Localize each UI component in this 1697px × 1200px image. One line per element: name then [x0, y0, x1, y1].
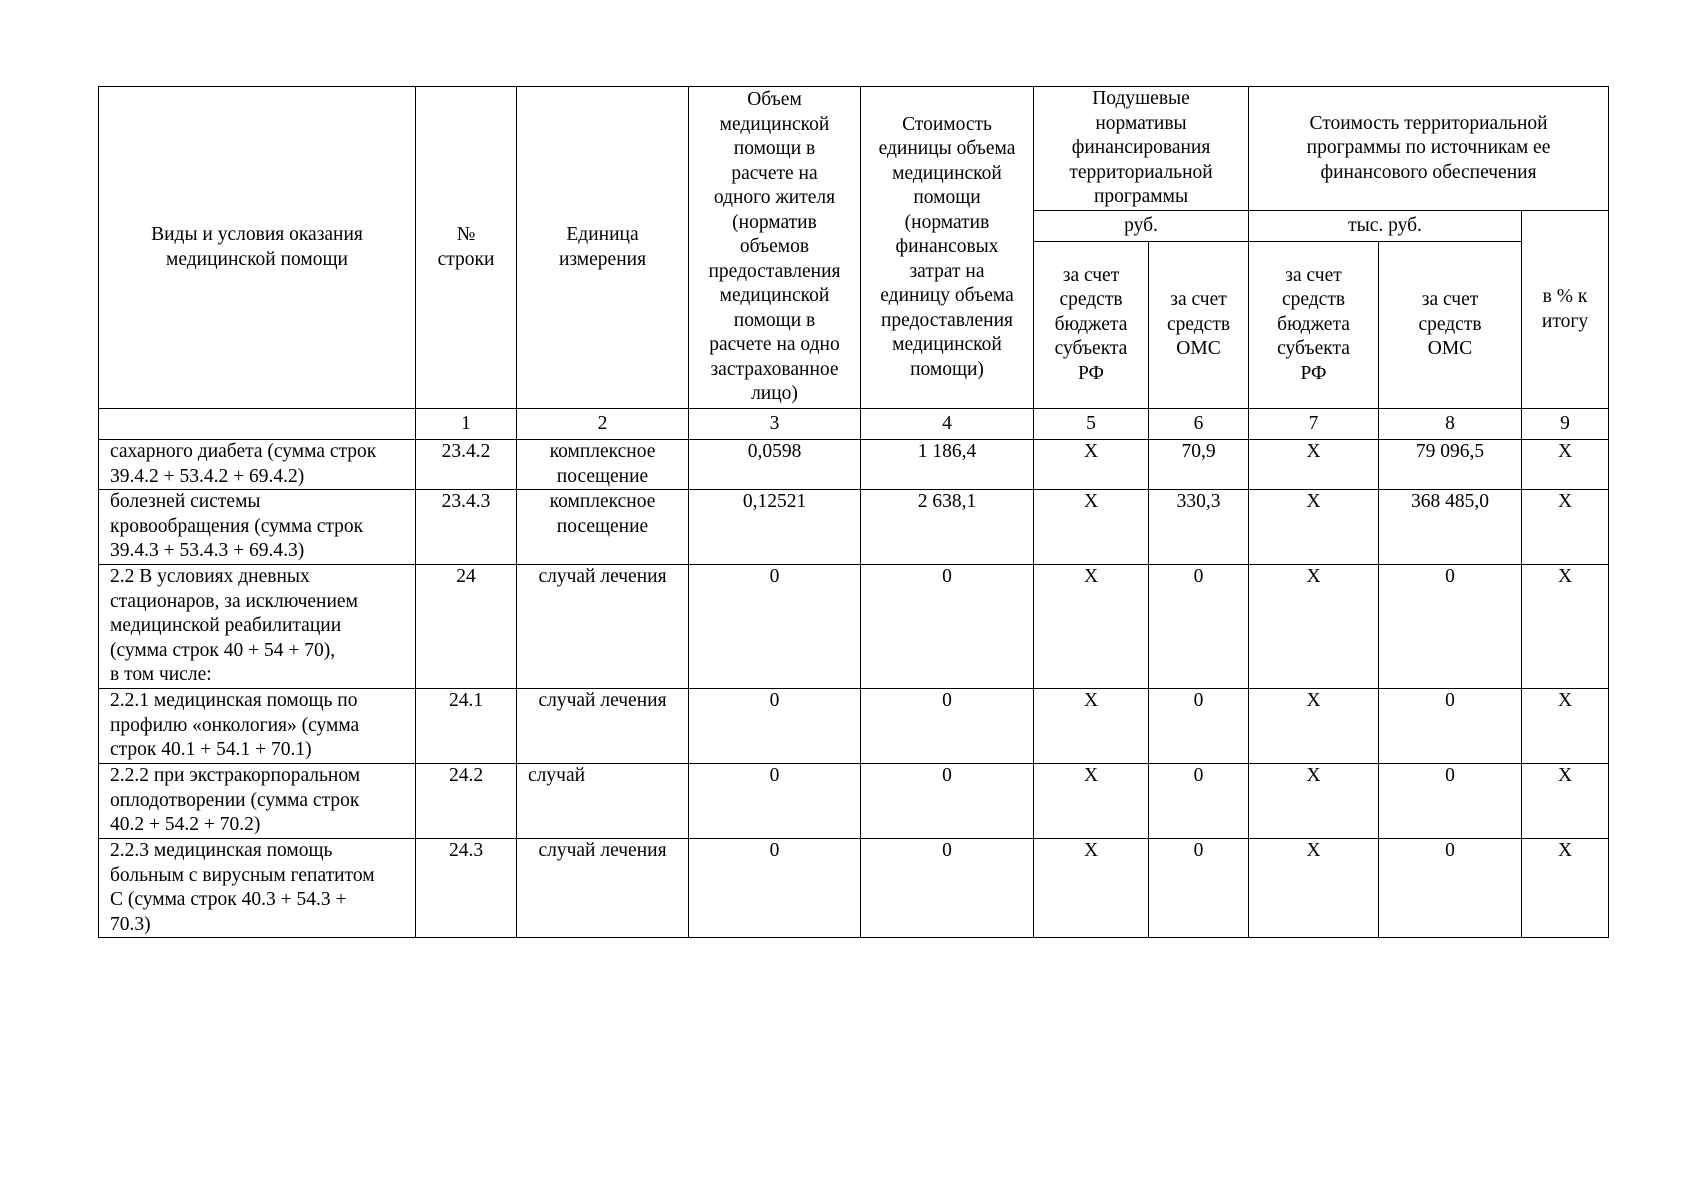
cell-oms-1: 0 — [1149, 764, 1249, 839]
cell-kind: 2.2.2 при экстракорпоральном оплодотворении (сумма строк 40.2 + 54.2 + 70.2) — [99, 764, 416, 839]
column-number: 7 — [1249, 409, 1379, 440]
cell-unit: случай лечения — [517, 565, 689, 689]
cell-budget-rf-1: Х — [1034, 689, 1149, 764]
cell-cost: 0 — [861, 839, 1034, 938]
cell-oms-1: 0 — [1149, 565, 1249, 689]
header-volume: Объем медицинской помощи в расчете на одного жителя (норматив объемов предоставления медицинской помощи в расчете на одно застрахованное лицо) — [689, 87, 861, 409]
cell-cost: 0 — [861, 689, 1034, 764]
cell-oms-2: 0 — [1379, 839, 1522, 938]
cell-unit: случай лечения — [517, 839, 689, 938]
cell-row-number: 24.2 — [416, 764, 517, 839]
cell-kind: 2.2.3 медицинская помощь больным с вирусным гепатитом С (сумма строк 40.3 + 54.3 + 70.3) — [99, 839, 416, 938]
column-number-blank — [99, 409, 416, 440]
column-number: 8 — [1379, 409, 1522, 440]
header-group-percapita: Подушевые нормативы финансирования территориальной программы — [1034, 87, 1249, 211]
cell-percent: Х — [1522, 689, 1609, 764]
cell-oms-1: 70,9 — [1149, 440, 1249, 490]
cell-row-number: 24 — [416, 565, 517, 689]
cell-row-number: 24.1 — [416, 689, 517, 764]
cell-budget-rf-1: Х — [1034, 565, 1149, 689]
header-group-program: Стоимость территориальной программы по источникам ее финансового обеспечения — [1249, 87, 1609, 211]
cell-unit: комплексное посещение — [517, 440, 689, 490]
cell-cost: 2 638,1 — [861, 490, 1034, 565]
cell-volume: 0,0598 — [689, 440, 861, 490]
cell-percent: Х — [1522, 565, 1609, 689]
cell-row-number: 23.4.3 — [416, 490, 517, 565]
cell-oms-2: 0 — [1379, 764, 1522, 839]
cell-cost: 0 — [861, 565, 1034, 689]
table-row — [99, 440, 1609, 490]
cell-percent: Х — [1522, 839, 1609, 938]
cell-budget-rf-2: Х — [1249, 689, 1379, 764]
header-percent-total: в % к итогу — [1522, 211, 1609, 409]
cell-unit: комплексное посещение — [517, 490, 689, 565]
header-budget-rf-1: за счет средств бюджета субъекта РФ — [1034, 242, 1149, 409]
cell-oms-2: 0 — [1379, 689, 1522, 764]
cell-oms-2: 0 — [1379, 565, 1522, 689]
column-number: 3 — [689, 409, 861, 440]
table-row — [99, 689, 1609, 764]
column-number: 4 — [861, 409, 1034, 440]
header-oms-2: за счет средств ОМС — [1379, 242, 1522, 409]
cell-budget-rf-2: Х — [1249, 565, 1379, 689]
cell-volume: 0,12521 — [689, 490, 861, 565]
column-number: 1 — [416, 409, 517, 440]
header-row-number: № строки — [416, 87, 517, 409]
column-number: 6 — [1149, 409, 1249, 440]
cell-budget-rf-2: Х — [1249, 764, 1379, 839]
table-row — [99, 565, 1609, 689]
column-number: 2 — [517, 409, 689, 440]
header-unit: Единица измерения — [517, 87, 689, 409]
table-row — [99, 839, 1609, 938]
header-thous-rub: тыс. руб. — [1249, 211, 1522, 242]
cell-kind: 2.2 В условиях дневных стационаров, за исключением медицинской реабилитации (сумма строк 40 + 54 + 70), в том числе: — [99, 565, 416, 689]
cell-unit: случай — [517, 764, 689, 839]
header-kind: Виды и условия оказания медицинской помощи — [99, 87, 416, 409]
cell-budget-rf-1: Х — [1034, 764, 1149, 839]
header-cost: Стоимость единицы объема медицинской помощи (норматив финансовых затрат на единицу объема предоставления медицинской помощи) — [861, 87, 1034, 409]
column-numbers-row — [99, 409, 1609, 440]
cell-budget-rf-2: Х — [1249, 839, 1379, 938]
cell-volume: 0 — [689, 689, 861, 764]
cell-cost: 0 — [861, 764, 1034, 839]
cell-row-number: 23.4.2 — [416, 440, 517, 490]
cell-kind: болезней системы кровообращения (сумма строк 39.4.3 + 53.4.3 + 69.4.3) — [99, 490, 416, 565]
cell-cost: 1 186,4 — [861, 440, 1034, 490]
header-rub: руб. — [1034, 211, 1249, 242]
header-oms-1: за счет средств ОМС — [1149, 242, 1249, 409]
cell-volume: 0 — [689, 839, 861, 938]
cell-budget-rf-1: Х — [1034, 490, 1149, 565]
cell-unit: случай лечения — [517, 689, 689, 764]
cell-oms-1: 0 — [1149, 689, 1249, 764]
cell-percent: Х — [1522, 490, 1609, 565]
cell-budget-rf-1: Х — [1034, 440, 1149, 490]
cell-volume: 0 — [689, 565, 861, 689]
column-number: 5 — [1034, 409, 1149, 440]
cell-row-number: 24.3 — [416, 839, 517, 938]
cell-oms-1: 330,3 — [1149, 490, 1249, 565]
cell-volume: 0 — [689, 764, 861, 839]
cell-percent: Х — [1522, 764, 1609, 839]
cell-budget-rf-1: Х — [1034, 839, 1149, 938]
cell-budget-rf-2: Х — [1249, 440, 1379, 490]
header-budget-rf-2: за счет средств бюджета субъекта РФ — [1249, 242, 1379, 409]
cell-kind: сахарного диабета (сумма строк 39.4.2 + 53.4.2 + 69.4.2) — [99, 440, 416, 490]
header-row-1 — [99, 87, 1609, 211]
table-row — [99, 490, 1609, 565]
cell-oms-2: 368 485,0 — [1379, 490, 1522, 565]
cell-percent: Х — [1522, 440, 1609, 490]
cell-oms-1: 0 — [1149, 839, 1249, 938]
cell-oms-2: 79 096,5 — [1379, 440, 1522, 490]
cell-kind: 2.2.1 медицинская помощь по профилю «онкология» (сумма строк 40.1 + 54.1 + 70.1) — [99, 689, 416, 764]
column-number: 9 — [1522, 409, 1609, 440]
cell-budget-rf-2: Х — [1249, 490, 1379, 565]
table-row — [99, 764, 1609, 839]
financing-table — [98, 86, 1609, 938]
